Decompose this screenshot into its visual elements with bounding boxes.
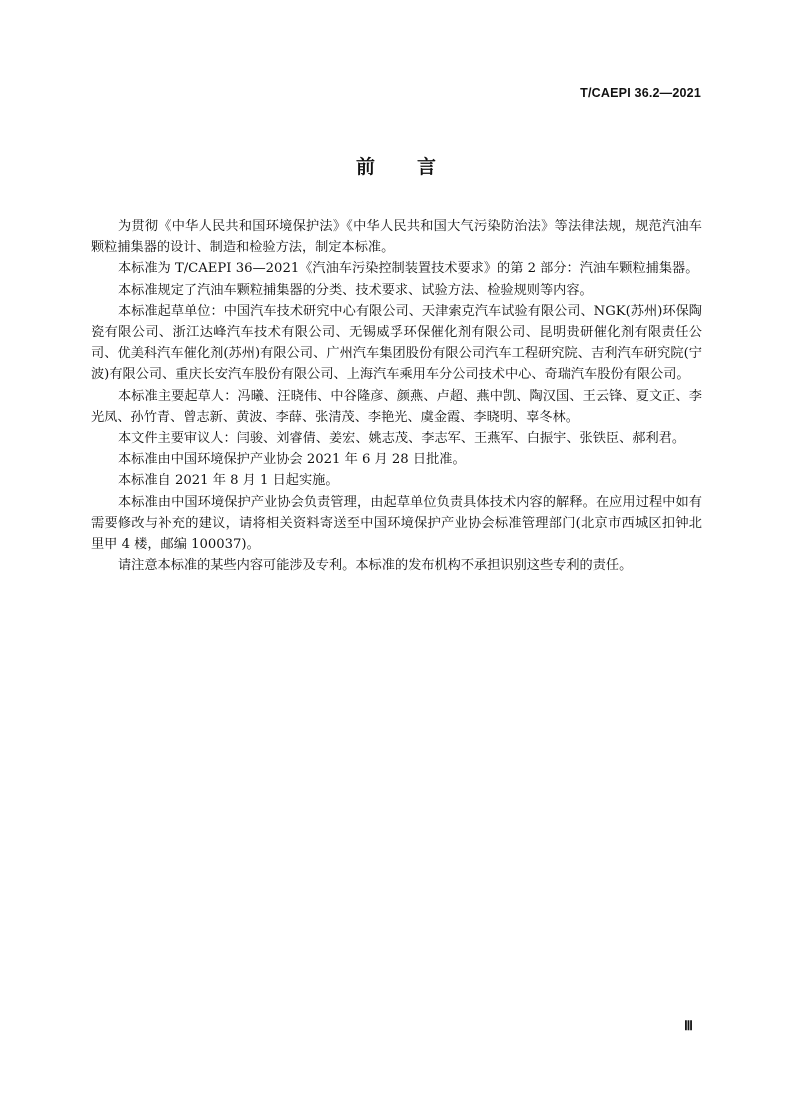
paragraph-reviewers: 本文件主要审议人：闫骏、刘睿倩、姜宏、姚志茂、李志军、王燕军、白振宇、张铁臣、郝利君。: [118, 431, 686, 447]
document-code: T/CAEPI 36.2—2021: [580, 86, 701, 100]
paragraph-purpose: 为贯彻《中华人民共和国环境保护法》《中华人民共和国大气污染防治法》等法律法规，规范汽油车颗粒捕集器的设计、制造和检验方法，制定本标准。: [91, 219, 702, 256]
page-title: 前言: [355, 156, 478, 178]
paragraph-drafters: 本标准主要起草人：冯曦、汪晓伟、中谷隆彦、颜燕、卢超、燕中凯、陶汉国、王云锋、夏文正、李光凤、孙竹青、曾志新、黄波、李薛、张清茂、李艳光、虞金霞、李晓明、辜冬林。: [91, 388, 702, 425]
paragraph-scope: 本标准规定了汽油车颗粒捕集器的分类、技术要求、试验方法、检验规则等内容。: [118, 282, 593, 298]
page-number: Ⅲ: [684, 1018, 692, 1033]
paragraph-patent-notice: 请注意本标准的某些内容可能涉及专利。本标准的发布机构不承担识别这些专利的责任。: [118, 558, 633, 574]
paragraph-effective-date: 本标准自 2021 年 8 月 1 日起实施。: [118, 473, 339, 489]
paragraph-approval-date: 本标准由中国环境保护产业协会 2021 年 6 月 28 日批准。: [118, 452, 466, 468]
paragraph-drafting-units: 本标准起草单位：中国汽车技术研究中心有限公司、天津索克汽车试验有限公司、NGK(苏州)环保陶瓷有限公司、浙江达峰汽车技术有限公司、无锡威孚环保催化剂有限公司、昆明贵研催化剂有限责任公司、优美科汽车催化剂(苏州)有限公司、广州汽车集团股份有限公司汽车工程研究院、吉利汽车研究院(宁波)有限公司、重庆长安汽车股份有限公司、上海汽车乘用车分公司技术中心、奇瑞汽车股份有限公司。: [91, 303, 702, 383]
paragraph-part-info: 本标准为 T/CAEPI 36—2021《汽油车污染控制装置技术要求》的第 2 部分：汽油车颗粒捕集器。: [118, 261, 699, 277]
paragraph-management: 本标准由中国环境保护产业协会负责管理，由起草单位负责具体技术内容的解释。在应用过程中如有需要修改与补充的建议，请将相关资料寄送至中国环境保护产业协会标准管理部门(北京市西城区扣钟北里甲 4 楼，邮编 100037)。: [91, 494, 702, 553]
foreword-body: [91, 216, 702, 576]
